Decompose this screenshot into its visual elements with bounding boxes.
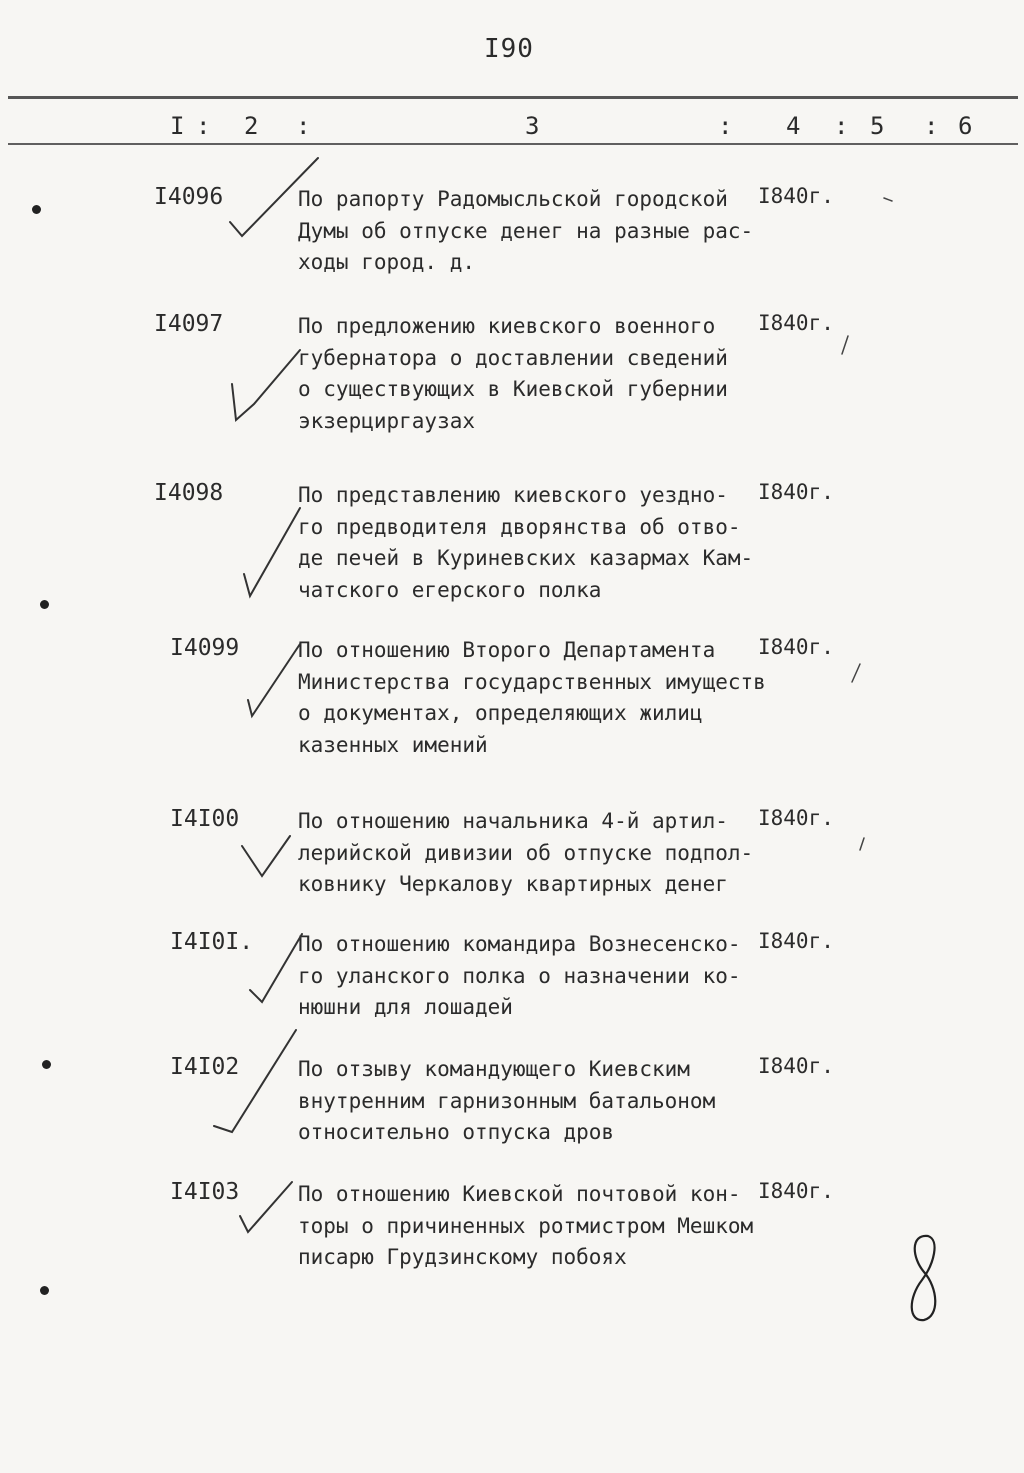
- description-line: губернатора о доставлении сведений: [298, 345, 728, 370]
- entry-number: I4097: [154, 311, 224, 337]
- margin-dot: [40, 600, 49, 609]
- entry-number: I4I02: [170, 1054, 240, 1080]
- check-mark-icon: [250, 934, 302, 1002]
- description-line: По предложению киевского военного: [298, 314, 716, 338]
- check-mark-icon: [240, 1182, 292, 1232]
- description-line: казенных имений: [298, 732, 488, 757]
- entry-description: [298, 1054, 768, 1149]
- description-line: внутренним гарнизонным батальоном: [298, 1088, 716, 1113]
- entry-number: I4I00: [170, 806, 240, 832]
- margin-dot: [40, 1286, 49, 1295]
- entry-description: [298, 311, 768, 437]
- column-separator: :: [718, 112, 733, 140]
- description-line: По представлению киевского уездно-: [298, 483, 728, 507]
- entry-number: I4098: [154, 480, 224, 506]
- column-separator: :: [924, 112, 939, 140]
- description-line: экзерциргаузах: [298, 408, 476, 433]
- description-line: По отношению начальника 4-й артил-: [298, 809, 728, 833]
- description-line: де печей в Куриневских казармах Кам-: [298, 546, 754, 570]
- entry-description: [298, 806, 768, 901]
- description-line: нюшни для лошадей: [298, 995, 513, 1019]
- pencil-tick-icon: [852, 664, 860, 682]
- description-line: По рапорту Радомысльской городской: [298, 187, 728, 211]
- description-line: лерийской дивизии об отпуске подпол-: [298, 840, 754, 865]
- column-5-label: 5: [870, 112, 885, 140]
- description-line: По отношению командира Вознесенско-: [298, 932, 741, 956]
- handwritten-folio-number: [900, 1228, 950, 1328]
- description-line: чатского егерского полка: [298, 577, 602, 602]
- entry-number: I4096: [154, 184, 224, 210]
- check-mark-icon: [244, 508, 300, 596]
- description-line: Министерства государственных имуществ: [298, 669, 766, 694]
- entry-year: I840г.: [758, 1054, 834, 1078]
- entry-number: I4I03: [170, 1179, 240, 1205]
- column-separator: :: [296, 112, 311, 140]
- pencil-tick-icon: [860, 838, 864, 850]
- pencil-tick-icon: [842, 336, 848, 354]
- entry-year: I840г.: [758, 929, 834, 953]
- header-bottom-rule: [8, 143, 1018, 145]
- description-line: о документах, определяющих жилиц: [298, 701, 703, 725]
- entry-year: I840г.: [758, 311, 834, 335]
- description-line: ковнику Черкалову квартирных денег: [298, 872, 728, 896]
- entry-year: I840г.: [758, 1179, 834, 1203]
- entry-year: I840г.: [758, 480, 834, 504]
- description-line: По отношению Киевской почтовой кон-: [298, 1182, 741, 1206]
- description-line: ходы город. д.: [298, 250, 476, 274]
- column-4-label: 4: [786, 112, 801, 140]
- column-1-label: I: [170, 112, 185, 140]
- description-line: о существующих в Киевской губернии: [298, 377, 728, 401]
- check-mark-icon: [232, 350, 300, 420]
- margin-dot: [42, 1060, 51, 1069]
- entry-number: I4099: [170, 635, 240, 661]
- check-mark-icon: [242, 836, 290, 876]
- description-line: По отношению Второго Департамента: [298, 638, 716, 662]
- column-2-label: 2: [244, 112, 259, 140]
- description-line: Думы об отпуске денег на разные рас-: [298, 218, 754, 243]
- entry-description: [298, 635, 768, 761]
- column-separator: :: [834, 112, 849, 140]
- description-line: писарю Грудзинскому побоях: [298, 1245, 627, 1269]
- entry-number: I4I0I.: [170, 929, 254, 955]
- entry-description: [298, 480, 768, 606]
- entry-description: [298, 1179, 768, 1274]
- description-line: го предводителя дворянства об отво-: [298, 514, 741, 539]
- column-6-label: 6: [958, 112, 973, 140]
- entry-year: I840г.: [758, 184, 834, 208]
- description-line: торы о причиненных ротмистром Мешком: [298, 1213, 754, 1238]
- page-number: I90: [484, 34, 534, 64]
- description-line: По отзыву командующего Киевским: [298, 1057, 690, 1081]
- column-3-label: 3: [525, 112, 540, 140]
- pencil-tick-icon: [884, 198, 892, 201]
- entry-year: I840г.: [758, 806, 834, 830]
- margin-dot: [32, 205, 41, 214]
- entry-year: I840г.: [758, 635, 834, 659]
- header-top-rule: [8, 96, 1018, 99]
- column-separator: :: [196, 112, 211, 140]
- description-line: относительно отпуска дров: [298, 1120, 615, 1144]
- entry-description: [298, 184, 768, 279]
- check-mark-icon: [214, 1030, 296, 1132]
- description-line: го уланского полка о назначении ко-: [298, 963, 741, 988]
- check-mark-icon: [248, 644, 300, 716]
- entry-description: [298, 929, 768, 1024]
